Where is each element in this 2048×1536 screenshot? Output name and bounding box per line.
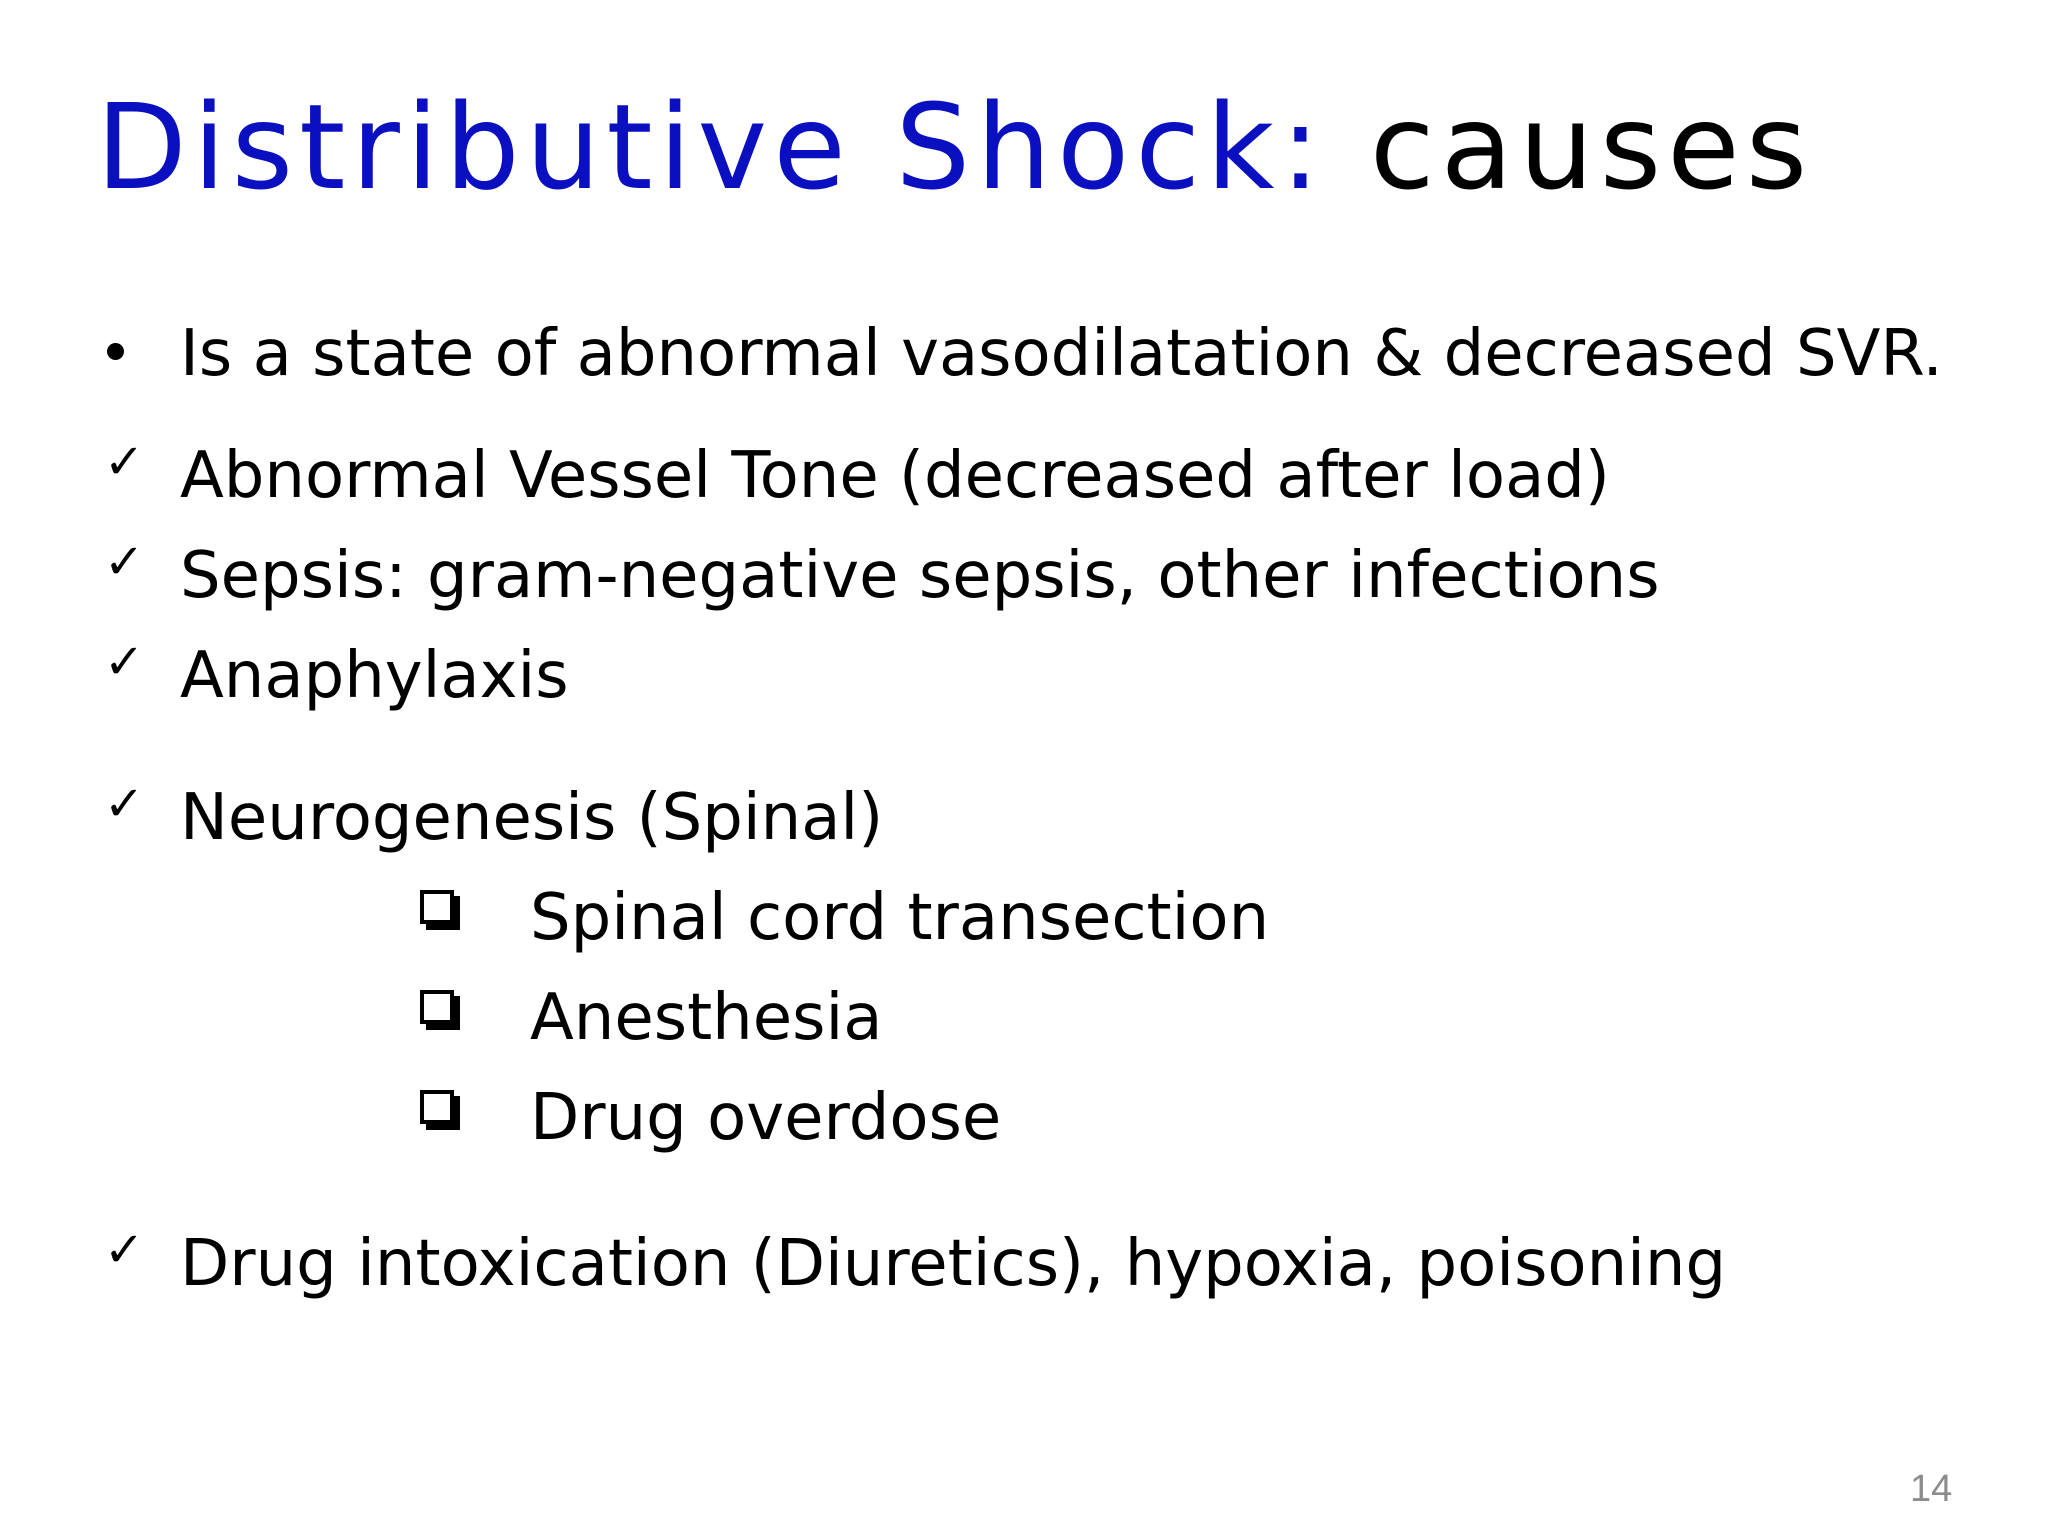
check-item-vessel-tone: Abnormal Vessel Tone (decreased after load) xyxy=(180,439,1610,513)
check-item-drug-intoxication: Drug intoxication (Diuretics), hypoxia, poisoning xyxy=(180,1227,1727,1301)
square-box-icon xyxy=(420,1090,460,1130)
checkmark-icon: ✓ xyxy=(104,434,145,490)
checkmark-icon: ✓ xyxy=(104,634,145,690)
sub-item-drug-overdose: Drug overdose xyxy=(530,1081,1002,1155)
intro-text: Is a state of abnormal vasodilatation & decreased SVR. xyxy=(180,317,1943,391)
check-item-neurogenesis: Neurogenesis (Spinal) xyxy=(180,781,884,855)
check-item-anaphylaxis: Anaphylaxis xyxy=(180,639,569,713)
checkmark-icon: ✓ xyxy=(104,534,145,590)
checkmark-icon: ✓ xyxy=(104,776,145,832)
page-number: 14 xyxy=(1910,1468,1953,1510)
square-box-icon xyxy=(420,890,460,930)
square-box-icon xyxy=(420,990,460,1030)
slide-title xyxy=(96,78,1814,216)
check-item-sepsis: Sepsis: gram-negative sepsis, other infections xyxy=(180,539,1660,613)
sub-item-spinal-cord: Spinal cord transection xyxy=(530,881,1270,955)
sub-item-anesthesia: Anesthesia xyxy=(530,981,883,1055)
title-causes: causes xyxy=(1369,78,1814,216)
checkmark-icon: ✓ xyxy=(104,1222,145,1278)
bullet-dot-icon xyxy=(107,343,124,360)
title-main: Distributive Shock: xyxy=(96,78,1327,216)
